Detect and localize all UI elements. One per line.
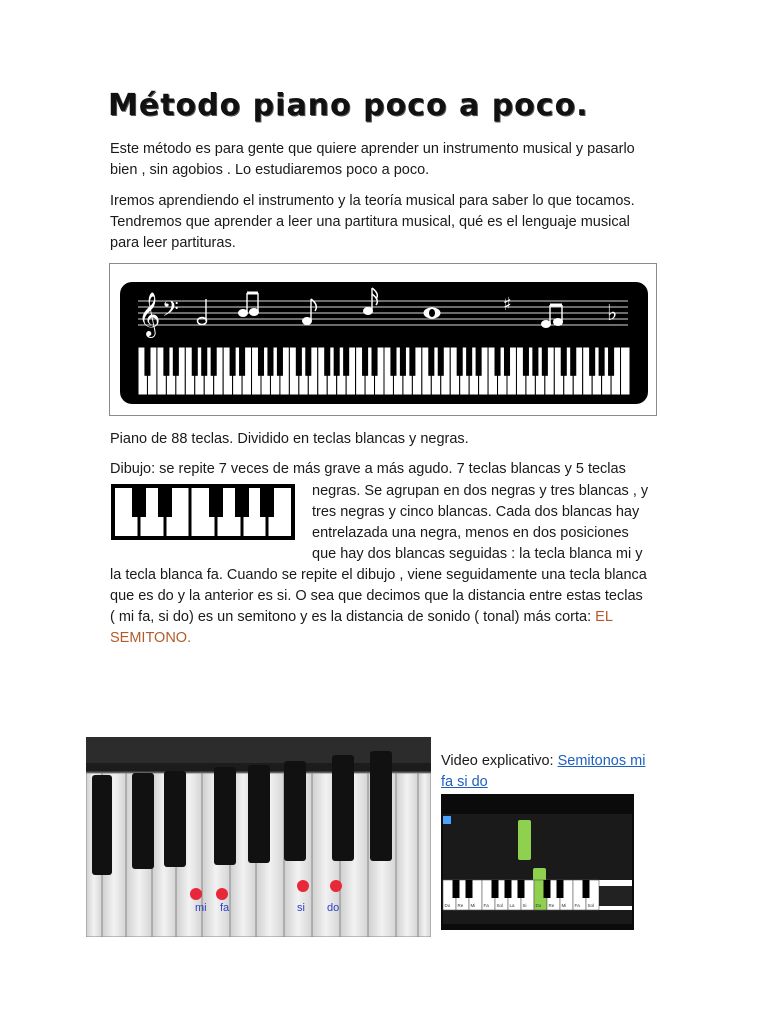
black-key	[343, 347, 349, 376]
video-black-key	[544, 880, 551, 898]
black-key	[296, 347, 302, 376]
black-key	[163, 347, 169, 376]
black-key	[277, 347, 283, 376]
black-key	[542, 347, 548, 376]
video-thumbnail[interactable]	[441, 794, 634, 930]
black-key	[334, 347, 340, 376]
text-line: la tecla blanca fa. Cuando se repite el dibujo , viene seguidamente una tecla blanca	[110, 567, 647, 583]
video-key-label: Fa	[574, 903, 580, 908]
video-black-key	[557, 880, 564, 898]
photo-white-key	[418, 773, 431, 937]
photo-white-key	[396, 773, 418, 937]
black-key	[324, 347, 330, 376]
video-key-label: La	[509, 903, 515, 908]
drawing-full-text	[110, 565, 670, 649]
bass-clef-icon: 𝄢	[162, 297, 179, 327]
black-key	[523, 347, 529, 376]
piano-keys-photo	[86, 737, 431, 937]
video-black-key	[492, 880, 499, 898]
black-key	[305, 347, 311, 376]
key-marker-dot	[297, 880, 309, 892]
piano-88-illustration	[110, 264, 656, 415]
page-title: Método piano poco a poco.	[108, 88, 589, 123]
photo-black-key	[214, 767, 236, 865]
video-black-key	[583, 880, 590, 898]
black-key	[570, 347, 576, 376]
black-key	[230, 347, 236, 376]
theory-paragraph: Iremos aprendiendo el instrumento y la teoría musical para saber lo que tocamos. Tendremos que aprender a leer una partitura musical, qué es el lenguaje musical para leer partituras.	[110, 193, 635, 251]
photo-label-si: si	[297, 902, 305, 914]
black-key	[466, 347, 472, 376]
white-key	[621, 347, 630, 395]
drawing-wrapped-text	[312, 481, 662, 565]
black-key	[192, 347, 198, 376]
video-black-key	[453, 880, 460, 898]
text-line: tres negras y cinco blancas. Cada dos blancas hay	[312, 504, 640, 520]
video-link-continued[interactable]: fa si do	[441, 774, 488, 790]
black-key	[372, 347, 378, 376]
black-key	[144, 347, 150, 376]
video-black-key	[505, 880, 512, 898]
black-key	[599, 347, 605, 376]
black-key	[532, 347, 538, 376]
video-key-label: Si	[522, 903, 527, 908]
black-key	[239, 347, 245, 376]
video-key-label: Re	[457, 903, 464, 908]
video-key-label: Mi	[561, 903, 567, 908]
black-key	[211, 347, 217, 376]
octave-drawing	[110, 483, 296, 541]
black-key	[428, 347, 434, 376]
photo-black-key	[132, 773, 154, 869]
video-black-key	[518, 880, 525, 898]
piano-88-image	[109, 263, 657, 416]
photo-black-key	[164, 771, 186, 867]
piano-caption: Piano de 88 teclas. Dividido en teclas blancas y negras.	[110, 431, 469, 447]
black-key	[267, 347, 273, 376]
black-key	[258, 347, 264, 376]
black-key	[504, 347, 510, 376]
photo-label-do: do	[327, 902, 340, 914]
video-key-label: Mi	[470, 903, 476, 908]
video-reference	[441, 751, 661, 793]
text-line	[110, 607, 670, 628]
black-key	[362, 347, 368, 376]
falling-note-bar	[518, 820, 531, 860]
text-line: negras. Se agrupan en dos negras y tres blancas , y	[312, 483, 649, 499]
black-key	[495, 347, 501, 376]
semitono-highlight-2: SEMITONO.	[110, 630, 192, 646]
treble-clef-icon: 𝄞	[138, 292, 161, 336]
photo-black-key	[248, 765, 270, 863]
black-key	[476, 347, 482, 376]
photo-black-key	[370, 751, 392, 861]
video-key-label: Do	[535, 903, 542, 908]
black-key	[608, 347, 614, 376]
black-key	[561, 347, 567, 376]
video-link[interactable]: Semitonos mi	[557, 753, 646, 769]
black-key	[400, 347, 406, 376]
text-line-body: ( mi fa, si do) es un semitono y es la distancia de sonido ( tonal) más corta:	[110, 609, 596, 625]
text-line: entrelazada una negra, menos en dos posiciones	[312, 525, 629, 541]
key-marker-dot	[190, 888, 202, 900]
video-key-label: Sol	[496, 903, 504, 908]
photo-label-mi: mi	[195, 902, 207, 914]
video-key-label: Do	[444, 903, 451, 908]
drawing-line-1: Dibujo: se repite 7 veces de más grave a más agudo. 7 teclas blancas y 5 teclas	[110, 461, 626, 477]
text-line: que es do y la anterior es si. O sea que decimos que la distancia entre estas teclas	[110, 588, 643, 604]
video-prefix: Video explicativo:	[441, 753, 558, 769]
black-key	[201, 347, 207, 376]
video-piano-icon	[599, 886, 632, 906]
sharp-icon: ♯	[503, 294, 512, 315]
intro-paragraph: Este método es para gente que quiere aprender un instrumento musical y pasarlo bien , sin agobios . Lo estudiaremos poco a poco.	[110, 141, 635, 178]
black-key	[390, 347, 396, 376]
black-key	[438, 347, 444, 376]
text-line: que hay dos blancas seguidas : la tecla blanca mi y	[312, 546, 643, 562]
photo-black-key	[284, 761, 306, 861]
flat-icon: ♭	[607, 301, 618, 326]
photo-black-key	[92, 775, 112, 875]
black-key	[409, 347, 415, 376]
semitono-highlight-1: EL	[595, 609, 613, 625]
photo-black-key	[332, 755, 354, 861]
black-key	[173, 347, 179, 376]
video-black-key	[466, 880, 473, 898]
video-key-label: Fa	[483, 903, 489, 908]
video-key-label: Re	[548, 903, 555, 908]
black-key	[589, 347, 595, 376]
video-key-label: Sol	[587, 903, 595, 908]
key-marker-dot	[216, 888, 228, 900]
video-logo-icon	[443, 816, 451, 824]
key-marker-dot	[330, 880, 342, 892]
photo-label-fa: fa	[220, 902, 230, 914]
black-key	[457, 347, 463, 376]
